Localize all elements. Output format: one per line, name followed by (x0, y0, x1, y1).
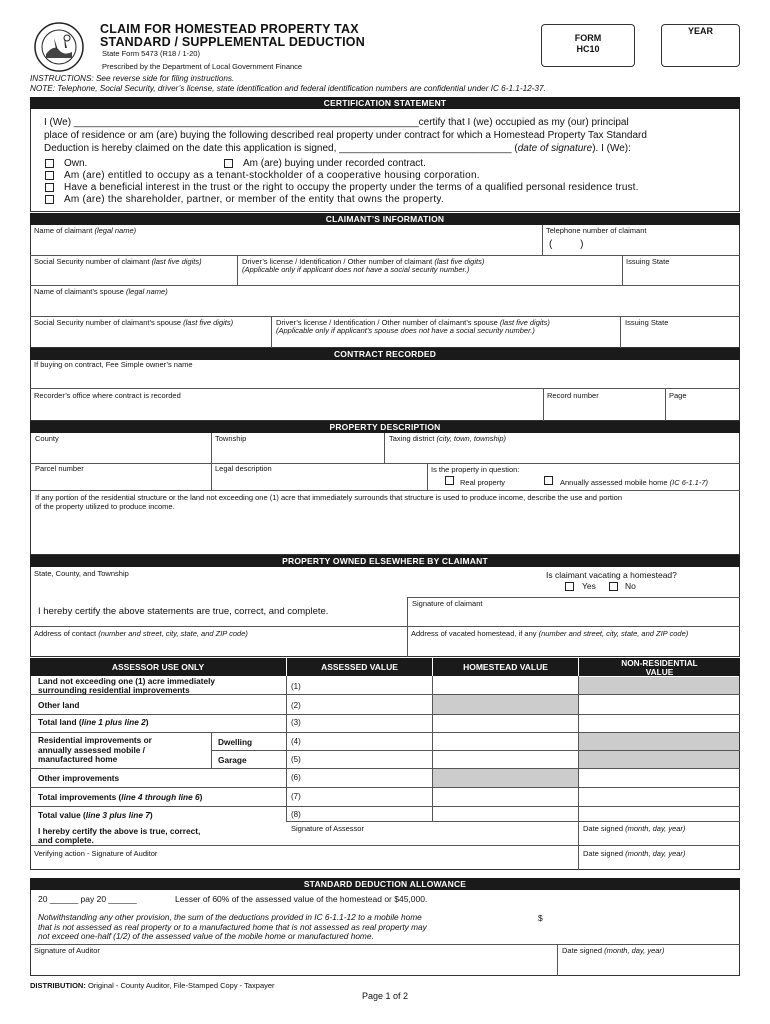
vacating-question: Is claimant vacating a homestead? (546, 570, 677, 580)
state-county-township-label: State, County, and Township (34, 569, 129, 578)
contract-heading: CONTRACT RECORDED (30, 348, 740, 360)
recorder-office-label: Recorder’s office where contract is recorded (34, 391, 181, 400)
vacating-yes-checkbox[interactable] (565, 582, 574, 591)
line-2: (2) (291, 701, 301, 710)
year-box[interactable] (661, 24, 740, 67)
grey-cell (579, 677, 739, 694)
form-title: CLAIM FOR HOMESTEAD PROPERTY TAX STANDARD / SUPPLEMENTAL DEDUCTION (100, 22, 365, 49)
vacated-address-label: Address of vacated homestead, if any (number and street, city, state, and ZIP code) (411, 629, 689, 638)
vacating-no-checkbox[interactable] (609, 582, 618, 591)
spouse-dl-label: Driver’s license / Identification / Other number of claimant’s spouse (last five digits) (276, 318, 550, 327)
property-heading: PROPERTY DESCRIPTION (30, 421, 740, 433)
land-one-acre-label: Land not exceeding one (1) acre immediately surrounding residential improvements (38, 676, 216, 695)
vacating-no-label: No (625, 581, 636, 591)
state-form-number: State Form 5473 (R18 / 1-20) (102, 49, 200, 58)
dwelling-label: Dwelling (218, 737, 253, 747)
income-use-label: If any portion of the residential structure or the land not exceeding one (1) acre that immediately surrounds that structure is used to produce income, describe the use and portion of the property utilized to produce income. (35, 493, 622, 511)
spouse-name-label: Name of claimant’s spouse (legal name) (34, 287, 168, 296)
form-number-box (541, 24, 635, 67)
certify-line-3[interactable]: Deduction is hereby claimed on the date this application is signed, _______________________________ (date of signature). I (We): (44, 143, 631, 154)
line-3: (3) (291, 718, 301, 727)
other-improvements-label: Other improvements (38, 773, 120, 783)
certification-heading: CERTIFICATION STATEMENT (30, 97, 740, 109)
total-improvements-label: Total improvements (line 4 through line 6) (38, 792, 203, 802)
year-label: YEAR (687, 26, 713, 36)
non-residential-value-header: NON-RESIDENTIAL VALUE (621, 658, 698, 677)
auditor-verify-label[interactable]: Verifying action - Signature of Auditor (34, 849, 158, 858)
real-property-checkbox[interactable] (445, 476, 454, 485)
shareholder-checkbox[interactable] (45, 195, 54, 204)
page-number: Page 1 of 2 (361, 991, 409, 1001)
certify-statement: I hereby certify the above statements are true, correct, and complete. (38, 606, 329, 617)
real-property-label: Real property (460, 478, 506, 487)
garage-label: Garage (218, 755, 247, 765)
auditor-date-label[interactable]: Date signed (month, day, year) (583, 849, 686, 858)
pay-year-line[interactable]: 20 ______ pay 20 ______ (38, 894, 137, 904)
assessor-date-label[interactable]: Date signed (month, day, year) (583, 824, 686, 833)
vacating-yes-label: Yes (582, 581, 596, 591)
assessor-signature-label[interactable]: Signature of Assessor (291, 824, 364, 833)
elsewhere-heading: PROPERTY OWNED ELSEWHERE BY CLAIMANT (30, 555, 740, 567)
record-number-label: Record number (547, 391, 599, 400)
instructions (30, 74, 546, 94)
mobile-home-note: Notwithstanding any other provision, the sum of the deductions provided in IC 6-1.1-12 to a mobile home that is not assessed as real property or to a manufactured home that is not assessed as real property may not exceed one-half (1/2) of the assessed value of the mobile home or manufactured home. (38, 912, 427, 941)
certification-text (44, 116, 647, 155)
instructions-line: INSTRUCTIONS: See reverse side for filing instructions. (30, 74, 235, 83)
certify-line-1[interactable]: I (We) ______________________________________________________________certify that I (we) occupied as my (our) principal (44, 117, 629, 128)
line-1: (1) (291, 682, 301, 691)
form-number: HC10 (576, 44, 600, 54)
claimant-name-label: Name of claimant (legal name) (34, 226, 137, 235)
confidential-note: NOTE: Telephone, Social Security, driver’s license, state identification and federal identification numbers are confidential under IC 6-1.1-12-37. (30, 84, 546, 93)
lesser-of-text: Lesser of 60% of the assessed value of the homestead or $45,000. (175, 894, 428, 904)
buying-label: Am (are) buying under recorded contract. (243, 158, 426, 169)
prescribed-by: Prescribed by the Department of Local Government Finance (102, 62, 303, 71)
dl-label: Driver’s license / Identification / Other number of claimant (last five digits) (242, 257, 485, 266)
fee-owner-label: If buying on contract, Fee Simple owner’s name (34, 360, 193, 369)
county-label: County (35, 434, 59, 443)
assessor-certify-label: I hereby certify the above is true, correct, and complete. (38, 826, 201, 845)
distribution-line: DISTRIBUTION: Original - County Auditor, File-Stamped Copy - Taxpayer (30, 981, 275, 990)
claimant-heading: CLAIMANT’S INFORMATION (30, 213, 740, 225)
township-label: Township (215, 434, 247, 443)
taxing-district-label: Taxing district (city, town, township) (389, 434, 506, 443)
other-land-label: Other land (38, 700, 80, 710)
assessed-value-header: ASSESSED VALUE (321, 662, 398, 672)
line-7: (7) (291, 792, 301, 801)
grey-cell (433, 695, 578, 714)
certify-line-2: place of residence or am (are) buying the following described real property under contract for which a Homestead Property Tax Standard (44, 130, 647, 141)
spouse-dl-sub-label: (Applicable only if applicant’s spouse does not have a social security number.) (276, 326, 535, 335)
own-label: Own. (64, 158, 88, 169)
parcel-number-label: Parcel number (35, 464, 84, 473)
line-5: (5) (291, 755, 301, 764)
standard-deduction-heading: STANDARD DEDUCTION ALLOWANCE (30, 878, 740, 890)
own-checkbox[interactable] (45, 159, 54, 168)
dl-sub-label: (Applicable only if applicant does not have a social security number.) (242, 265, 470, 274)
page-label: Page (669, 391, 687, 400)
total-value-label: Total value (line 3 plus line 7) (38, 810, 153, 820)
contact-address-label: Address of contact (number and street, city, state, and ZIP code) (34, 629, 248, 638)
entitled-label: Am (are) entitled to occupy as a tenant-stockholder of a cooperative housing corporation. (64, 170, 480, 181)
beneficial-checkbox[interactable] (45, 183, 54, 192)
spouse-ssn-label: Social Security number of claimant’s spouse (last five digits) (34, 318, 234, 327)
mobile-home-checkbox[interactable] (544, 476, 553, 485)
homestead-value-header: HOMESTEAD VALUE (463, 662, 548, 672)
shareholder-label: Am (are) the shareholder, partner, or member of the entity that owns the property. (64, 194, 444, 205)
property-question-label: Is the property in question: (431, 465, 520, 474)
auditor-signature-label[interactable]: Signature of Auditor (34, 946, 100, 955)
phone-area-code[interactable]: ( ) (549, 239, 584, 250)
form-label: FORM (574, 33, 602, 43)
dollar-sign: $ (538, 913, 543, 923)
state-seal (34, 22, 84, 72)
entitled-checkbox[interactable] (45, 171, 54, 180)
claimant-signature-label[interactable]: Signature of claimant (412, 599, 483, 608)
beneficial-label: Have a beneficial interest in the trust or the right to occupy the property under the terms of a qualified personal residence trust. (64, 182, 639, 193)
residential-improvements-label: Residential improvements or annually assessed mobile / manufactured home (38, 735, 152, 764)
buying-checkbox[interactable] (224, 159, 233, 168)
line-6: (6) (291, 773, 301, 782)
line-4: (4) (291, 737, 301, 746)
standard-date-label[interactable]: Date signed (month, day, year) (562, 946, 665, 955)
spouse-issuing-state-label: Issuing State (625, 318, 669, 327)
mobile-home-label: Annually assessed mobile home (IC 6-1.1-7) (560, 478, 708, 487)
grey-cell (433, 769, 578, 787)
assessor-use-only: ASSESSOR USE ONLY (111, 662, 205, 672)
legal-description-label: Legal description (215, 464, 272, 473)
total-land-label: Total land (line 1 plus line 2) (38, 717, 149, 727)
line-8: (8) (291, 810, 301, 819)
issuing-state-label: Issuing State (626, 257, 670, 266)
phone-label: Telephone number of claimant (546, 226, 647, 235)
ssn-label: Social Security number of claimant (last five digits) (34, 257, 202, 266)
